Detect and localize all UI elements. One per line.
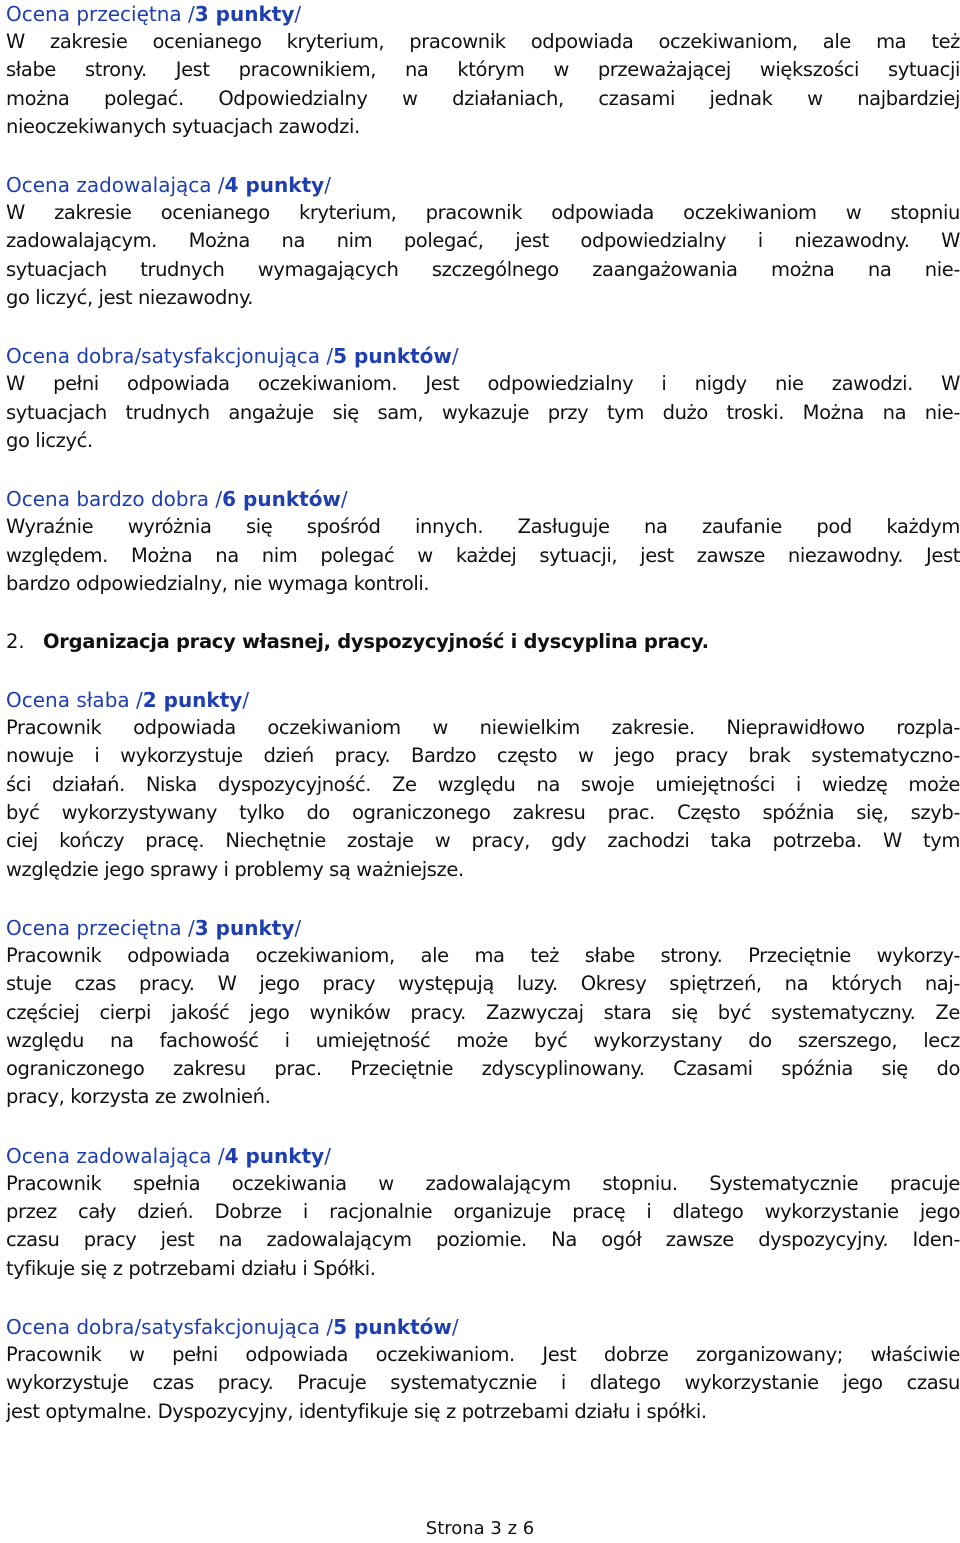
rating-points: 6 punktów xyxy=(222,487,341,512)
rating-heading xyxy=(6,0,960,28)
rating-heading xyxy=(6,342,960,370)
rating-points: 5 punktów xyxy=(333,344,452,369)
description-line: nieoczekiwanych sytuacjach zawodzi. xyxy=(6,114,360,138)
spacer xyxy=(6,455,960,485)
spacer xyxy=(6,884,960,914)
description-line: Pracownik w pełni odpowiada oczekiwaniom. Jest dobrze zorganizowany; właściwie xyxy=(6,1342,960,1366)
section-title: Organizacja pracy własnej, dyspozycyjność i dyscyplina pracy. xyxy=(43,630,709,654)
description-line: ści działań. Niska dyspozycyjność. Ze względu na swoje umiejętności i wiedzę może xyxy=(6,772,960,796)
rating-heading-tail: / xyxy=(451,344,459,369)
section-heading xyxy=(6,628,960,656)
rating-heading xyxy=(6,171,960,199)
description-line: wykorzystuje czas pracy. Pracuje systematycznie i dlatego wykorzystanie jego czasu xyxy=(6,1371,960,1395)
rating-heading-label: Ocena dobra/satysfakcjonująca / xyxy=(6,1314,334,1339)
description-line: przez cały dzień. Dobrze i racjonalnie organizuje pracę i dlatego wykorzystanie jego xyxy=(6,1200,960,1224)
rating-heading xyxy=(6,485,960,513)
rating-points: 4 punkty xyxy=(224,1143,325,1168)
description-line: częściej cierpi jakość jego wyników pracy. Zazwyczaj stara się być systematyczny. Ze xyxy=(6,1000,960,1024)
rating-heading-label: Ocena przeciętna / xyxy=(6,915,195,940)
rating-heading-tail: / xyxy=(294,915,302,940)
rating-list-bottom xyxy=(6,686,960,1456)
description-line: zadowalającym. Można na nim polegać, jest odpowiedzialny i niezawodny. W xyxy=(6,229,960,253)
spacer xyxy=(6,312,960,342)
description-line: słabe strony. Jest pracownikiem, na którym w przeważającej większości sytuacji xyxy=(6,58,960,82)
description-line: Pracownik spełnia oczekiwania w zadowalającym stopniu. Systematycznie pracuje xyxy=(6,1171,960,1195)
description-line: pracy, korzysta ze zwolnień. xyxy=(6,1085,271,1109)
description-line: względzie jego sprawy i problemy są ważniejsze. xyxy=(6,857,464,881)
rating-entry xyxy=(6,342,960,485)
description-line: sytuacjach trudnych wymagających szczególnego zaangażowania można na nie- xyxy=(6,257,960,281)
description-line: względem. Można na nim polegać w każdej sytuacji, jest zawsze niezawodny. Jest xyxy=(6,543,960,567)
description-line: czasu pracy jest na zadowalającym poziomie. Na ogół zawsze dyspozycyjny. Iden- xyxy=(6,1228,960,1252)
rating-points: 5 punktów xyxy=(333,1314,452,1339)
rating-heading-tail: / xyxy=(340,487,348,512)
spacer xyxy=(6,1426,960,1456)
rating-points: 4 punkty xyxy=(224,173,325,198)
rating-heading-label: Ocena przeciętna / xyxy=(6,2,195,26)
spacer xyxy=(6,656,960,686)
rating-entry xyxy=(6,0,960,171)
rating-heading-label: Ocena słaba / xyxy=(6,688,143,713)
rating-points: 2 punkty xyxy=(142,688,243,713)
description-line: ograniczonego zakresu prac. Przeciętnie zdyscyplinowany. Czasami spóźnia się do xyxy=(6,1057,960,1081)
description-line: W zakresie ocenianego kryterium, pracownik odpowiada oczekiwaniom w stopniu xyxy=(6,201,960,225)
rating-entry xyxy=(6,1313,960,1456)
description-line: być wykorzystywany tylko do ograniczonego zakresu prac. Często spóźnia się, szyb- xyxy=(6,801,960,825)
spacer xyxy=(6,598,960,628)
rating-heading-tail: / xyxy=(294,2,302,26)
description-line: go liczyć, jest niezawodny. xyxy=(6,286,254,310)
description-line: można polegać. Odpowiedzialny w działaniach, czasami jednak w najbardziej xyxy=(6,86,960,110)
rating-heading xyxy=(6,1142,960,1170)
spacer xyxy=(6,1112,960,1142)
rating-points: 3 punkty xyxy=(194,915,295,940)
rating-entry xyxy=(6,1142,960,1313)
rating-heading-tail: / xyxy=(242,688,250,713)
description-line: Wyraźnie wyróżnia się spośród innych. Zasługuje na zaufanie pod każdym xyxy=(6,515,960,539)
description-line: nowuje i wykorzystuje dzień pracy. Bardzo często w jego pracy brak systematyczno- xyxy=(6,744,960,768)
description-line: W pełni odpowiada oczekiwaniom. Jest odpowiedzialny i nigdy nie zawodzi. W xyxy=(6,372,960,396)
description-line: sytuacjach trudnych angażuje się sam, wykazuje przy tym dużo troski. Można na nie- xyxy=(6,400,960,424)
rating-points: 3 punkty xyxy=(194,2,295,26)
rating-entry xyxy=(6,171,960,342)
description-line: jest optymalne. Dyspozycyjny, identyfikuje się z potrzebami działu i spółki. xyxy=(6,1399,707,1423)
rating-heading xyxy=(6,914,960,942)
rating-list-top xyxy=(6,0,960,628)
description-line: stuje czas pracy. W jego pracy występują luzy. Okresy spiętrzeń, na których naj- xyxy=(6,972,960,996)
section-number: 2. xyxy=(6,630,25,654)
description-line: Pracownik odpowiada oczekiwaniom, ale ma też słabe strony. Przeciętnie wykorzy- xyxy=(6,943,960,967)
rating-entry xyxy=(6,914,960,1142)
description-line: W zakresie ocenianego kryterium, pracownik odpowiada oczekiwaniom, ale ma też xyxy=(6,30,960,53)
rating-heading-tail: / xyxy=(324,173,331,198)
rating-heading-label: Ocena bardzo dobra / xyxy=(6,487,223,512)
spacer xyxy=(6,141,960,171)
rating-heading-tail: / xyxy=(451,1314,459,1339)
description-line: względu na fachowość i umiejętność może być wykorzystany do szerszego, lecz xyxy=(6,1028,960,1052)
document-page xyxy=(6,0,960,1456)
description-line: Pracownik odpowiada oczekiwaniom w niewielkim zakresie. Nieprawidłowo rozpla- xyxy=(6,716,960,740)
page-footer: Strona 3 z 6 xyxy=(425,1518,535,1539)
rating-heading-label: Ocena zadowalająca / xyxy=(6,173,225,198)
rating-heading-tail: / xyxy=(324,1143,331,1168)
rating-heading-label: Ocena zadowalająca / xyxy=(6,1143,225,1168)
rating-heading xyxy=(6,686,960,714)
description-line: ciej kończy pracę. Niechętnie zostaje w pracy, gdy zachodzi taka potrzeba. W tym xyxy=(6,829,960,853)
rating-entry xyxy=(6,485,960,628)
description-line: go liczyć. xyxy=(6,428,93,452)
rating-entry xyxy=(6,686,960,914)
description-line: tyfikuje się z potrzebami działu i Spółki. xyxy=(6,1256,376,1280)
description-line: bardzo odpowiedzialny, nie wymaga kontroli. xyxy=(6,571,430,595)
rating-heading-label: Ocena dobra/satysfakcjonująca / xyxy=(6,344,334,369)
spacer xyxy=(6,1283,960,1313)
rating-heading xyxy=(6,1313,960,1341)
